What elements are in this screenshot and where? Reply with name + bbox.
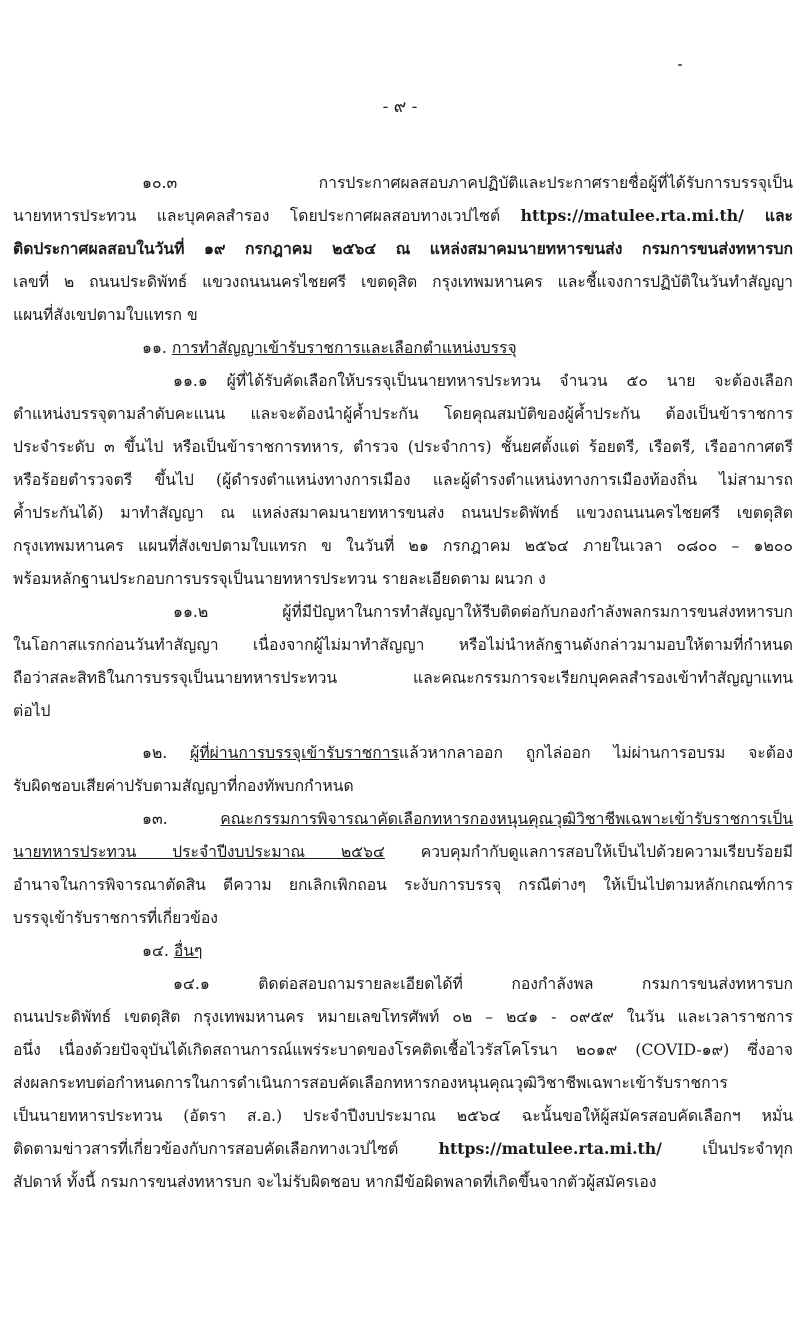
section-14-1-line: ถนนประดิพัทธ์ เขตดุสิต กรุงเทพมหานคร หมายเลขโทรศัพท์ ๐๒ – ๒๔๑ - ๐๙๕๙ ในวัน และเวลาราชการ (13, 1007, 793, 1026)
section-13-line-1: ๑๓. คณะกรรมการพิจารณาคัดเลือกทหารกองหนุนคุณวุฒิวิชาชีพเฉพาะเข้ารับราชการเป็น (142, 809, 793, 828)
page-number: - ๙ - (382, 97, 418, 117)
section-10-3-line-5: แผนที่สังเขปตามใบแทรก ข (13, 305, 198, 324)
section-10-3-line-3: ติดประกาศผลสอบในวันที่ ๑๙ กรกฎาคม ๒๕๖๔ ณ แหล่งสมาคมนายทหารขนส่ง กรมการขนส่งทหารบก (13, 239, 793, 258)
scan-speck (678, 64, 682, 66)
section-11-1-line: ๑๑.๑ ผู้ที่ได้รับคัดเลือกให้บรรจุเป็นนายทหารประทวน จำนวน ๕๐ นาย จะต้องเลือก (173, 371, 793, 390)
section-12-line-1: ๑๒. ผู้ที่ผ่านการบรรจุเข้ารับราชการแล้วหากลาออก ถูกไล่ออก ไม่ผ่านการอบรม จะต้อง (142, 743, 793, 762)
section-14-1-line: เป็นนายทหารประทวน (อัตรา ส.อ.) ประจำปีงบประมาณ ๒๕๖๔ ฉะนั้นขอให้ผู้สมัครสอบคัดเลือกฯ หมั่น (13, 1106, 793, 1125)
section-11-heading: ๑๑. การทำสัญญาเข้ารับราชการและเลือกตำแหน่งบรรจุ (142, 338, 517, 357)
section-13-line-3: อำนาจในการพิจารณาตัดสิน ตีความ ยกเลิกเพิกถอน ระงับการบรรจุ กรณีต่างๆ ให้เป็นไปตามหลักเกณฑ์การ (13, 875, 793, 894)
section-11-2-line: ๑๑.๒ ผู้ที่มีปัญหาในการทำสัญญาให้รีบติดต่อกับกองกำลังพลกรมการขนส่งทหารบก (173, 602, 793, 621)
section-14-1-line: สัปดาห์ ทั้งนี้ กรมการขนส่งทหารบก จะไม่รับผิดชอบ หากมีข้อผิดพลาดที่เกิดขึ้นจากตัวผู้สมัครเอง (13, 1172, 657, 1191)
section-11-2-line: ในโอกาสแรกก่อนวันทำสัญญา เนื่องจากผู้ไม่มาทำสัญญา หรือไม่นำหลักฐานดังกล่าวมามอบให้ตามที่กำหนด (13, 635, 793, 654)
section-14-1-line: อนึ่ง เนื่องด้วยปัจจุบันได้เกิดสถานการณ์แพร่ระบาดของโรคติดเชื้อไวรัสโคโรนา ๒๐๑๙ (COVID-๑๙) ซึ่งอาจ (13, 1040, 793, 1059)
section-11-1-line: ประจำระดับ ๓ ขึ้นไป หรือเป็นข้าราชการทหาร, ตำรวจ (ประจำการ) ชั้นยศตั้งแต่ ร้อยตรี, เรือตรี, เรืออากาศตรี (13, 437, 793, 456)
section-11-1-line: พร้อมหลักฐานประกอบการบรรจุเป็นนายทหารประทวน รายละเอียดตาม ผนวก ง (13, 569, 546, 588)
paragraph-gap (13, 727, 793, 736)
section-11-2-line: ถือว่าสละสิทธิในการบรรจุเป็นนายทหารประทวน และคณะกรรมการจะเรียกบุคคลสำรองเข้าทำสัญญาแทน (13, 668, 793, 687)
section-11-1-line: หรือร้อยตำรวจตรี ขึ้นไป (ผู้ดำรงตำแหน่งทางการเมือง และผู้ดำรงตำแหน่งทางการเมืองท้องถิ่น ไม่สามารถ (13, 470, 793, 489)
section-11-2-line: ต่อไป (13, 701, 51, 720)
document-body (13, 166, 793, 1198)
news-website-link[interactable]: https://matulee.rta.mi.th/ (438, 1139, 662, 1158)
section-11-1-line: ค้ำประกันได้) มาทำสัญญา ณ แหล่งสมาคมนายทหารขนส่ง ถนนประดิพัทธ์ แขวงถนนนครไชยศรี เขตดุสิต (13, 503, 793, 522)
section-12-line-2: รับผิดชอบเสียค่าปรับตามสัญญาที่กองทัพบกกำหนด (13, 776, 354, 795)
section-10-3-line-2: นายทหารประทวน และบุคคลสำรอง โดยประกาศผลสอบทางเวปไซต์ https://matulee.rta.mi.th/ และ (13, 206, 793, 225)
section-10-3-line-4: เลขที่ ๒ ถนนประดิพัทธ์ แขวงถนนนครไชยศรี เขตดุสิต กรุงเทพมหานคร และชี้แจงการปฏิบัติในวันทำสัญญา (13, 272, 793, 291)
section-14-1-line: ๑๔.๑ ติดต่อสอบถามรายละเอียดได้ที่ กองกำลังพล กรมการขนส่งทหารบก (173, 974, 793, 993)
section-11-1-line: กรุงเทพมหานคร แผนที่สังเขปตามใบแทรก ข ในวันที่ ๒๑ กรกฎาคม ๒๕๖๔ ภายในเวลา ๐๘๐๐ – ๑๒๐๐ (13, 536, 793, 555)
section-11-1-line: ตำแหน่งบรรจุตามลำดับคะแนน และจะต้องนำผู้ค้ำประกัน โดยคุณสมบัติของผู้ค้ำประกัน ต้องเป็นข้าราชการ (13, 404, 793, 423)
section-14-1-line: ส่งผลกระทบต่อกำหนดการในการดำเนินการสอบคัดเลือกทหารกองหนุนคุณวุฒิวิชาชีพเฉพาะเข้ารับราชการ (13, 1073, 728, 1092)
section-13-line-2: นายทหารประทวน ประจำปีงบประมาณ ๒๕๖๔ ควบคุมกำกับดูแลการสอบให้เป็นไปด้วยความเรียบร้อยมี (13, 842, 793, 861)
section-13-line-4: บรรจุเข้ารับราชการที่เกี่ยวข้อง (13, 908, 218, 927)
results-website-link[interactable]: https://matulee.rta.mi.th/ และ (520, 206, 793, 225)
section-10-3-line-1: ๑๐.๓ การประกาศผลสอบภาคปฏิบัติและประกาศรายชื่อผู้ที่ได้รับการบรรจุเป็น (142, 173, 793, 192)
section-14-heading: ๑๔. อื่นๆ (142, 941, 203, 960)
section-14-1-line: ติดตามข่าวสารที่เกี่ยวข้องกับการสอบคัดเลือกทางเวปไซต์ https://matulee.rta.mi.th/ เป็นประจำทุก (13, 1139, 793, 1158)
